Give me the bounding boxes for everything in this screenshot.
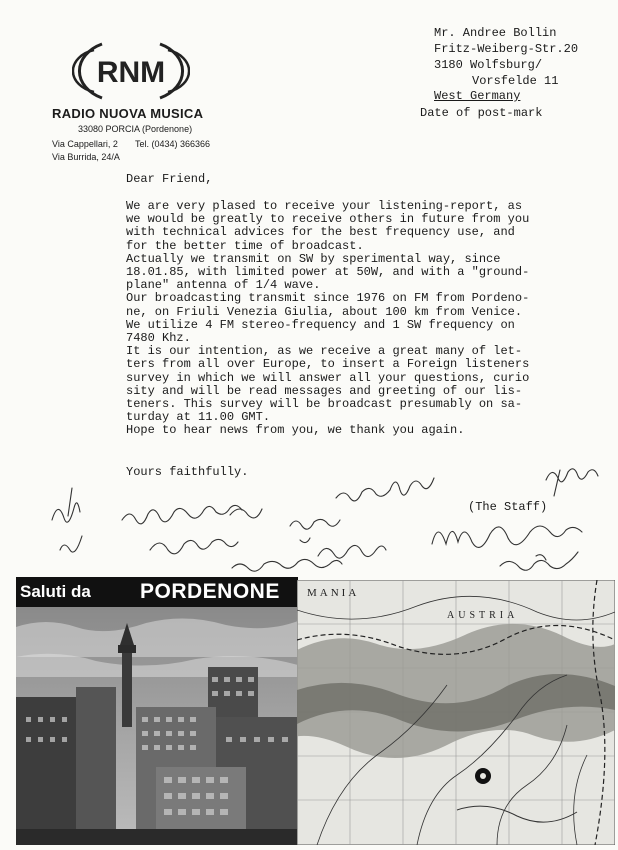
regional-map: [297, 580, 615, 845]
map-label-mania: MANIA: [307, 587, 360, 599]
city-photo: [16, 607, 298, 845]
station-street-1: Via Cappellari, 2: [52, 139, 118, 149]
station-name: RADIO NUOVA MUSICA: [52, 106, 204, 121]
station-phone: Tel. (0434) 366366: [135, 139, 211, 149]
letter-line: sity and will be read messages and greeting of our lis-: [126, 383, 523, 398]
letter-line: Hope to hear news from you, we thank you again.: [126, 423, 465, 438]
letter-line: We are very plased to receive your listening-report, as: [126, 199, 523, 213]
letter-line: 7480 Khz.: [126, 331, 191, 346]
map-label-austria: AUSTRIA: [447, 610, 519, 621]
salutation: Dear Friend,: [126, 172, 213, 186]
rnm-logo: [72, 38, 190, 104]
postcard-title-prefix: Saluti da: [20, 582, 91, 601]
letter-body: [126, 200, 566, 438]
letter-line: with technical advices for the best frequency use, and: [126, 225, 515, 240]
letter-line: Our broadcasting transmit since 1976 on FM from Pordeno-: [126, 291, 530, 306]
recipient-street: Fritz-Weiberg-Str.20: [434, 42, 579, 56]
letter-line: plane" antenna of 1/4 wave.: [126, 278, 321, 293]
letter-line: We utilize 4 FM stereo-frequency and 1 SW frequency on: [126, 317, 515, 332]
letter-line: turday at 11.00 GMT.: [126, 410, 271, 425]
logo-text: RNM: [96, 56, 166, 89]
letter-line: It is our intention, as we receive a great many of let-: [126, 344, 523, 359]
letter-line: 18.01.85, with limited power at 50W, and with a "ground-: [126, 265, 530, 280]
letter-line: for the better time of broadcast.: [126, 238, 364, 253]
letter-line: we would be greatly to receive others in future from you: [126, 212, 530, 227]
station-city: 33080 PORCIA (Pordenone): [78, 124, 193, 134]
letter-line: Actually we transmit on SW by sperimental way, since: [126, 251, 501, 266]
station-street-2: Via Burrida, 24/A: [52, 152, 120, 162]
closing: Yours faithfully.: [126, 465, 249, 479]
recipient-country: West Germany: [434, 89, 521, 103]
letter-line: ne, on Friuli Venezia Giulia, about 100 km from Venice.: [126, 304, 523, 319]
letter-line: ters from all over Europe, to insert a Foreign listeners: [126, 357, 530, 372]
staff-label: (The Staff): [468, 500, 548, 514]
recipient-name: Mr. Andree Bollin: [434, 26, 557, 40]
letter-line: teners. This survey will be broadcast presumably on sa-: [126, 397, 523, 412]
recipient-district: Vorsfelde 11: [472, 74, 559, 88]
recipient-city: 3180 Wolfsburg/: [434, 58, 543, 72]
handwritten-signatures: [0, 460, 618, 580]
letter-date: Date of post-mark: [420, 106, 543, 120]
postcard-pordenone: [16, 577, 298, 845]
letter-line: survey in which we will answer all your questions, curio: [126, 370, 530, 385]
postcard-title-city: PORDENONE: [140, 580, 280, 603]
postcard-title: [16, 577, 298, 607]
